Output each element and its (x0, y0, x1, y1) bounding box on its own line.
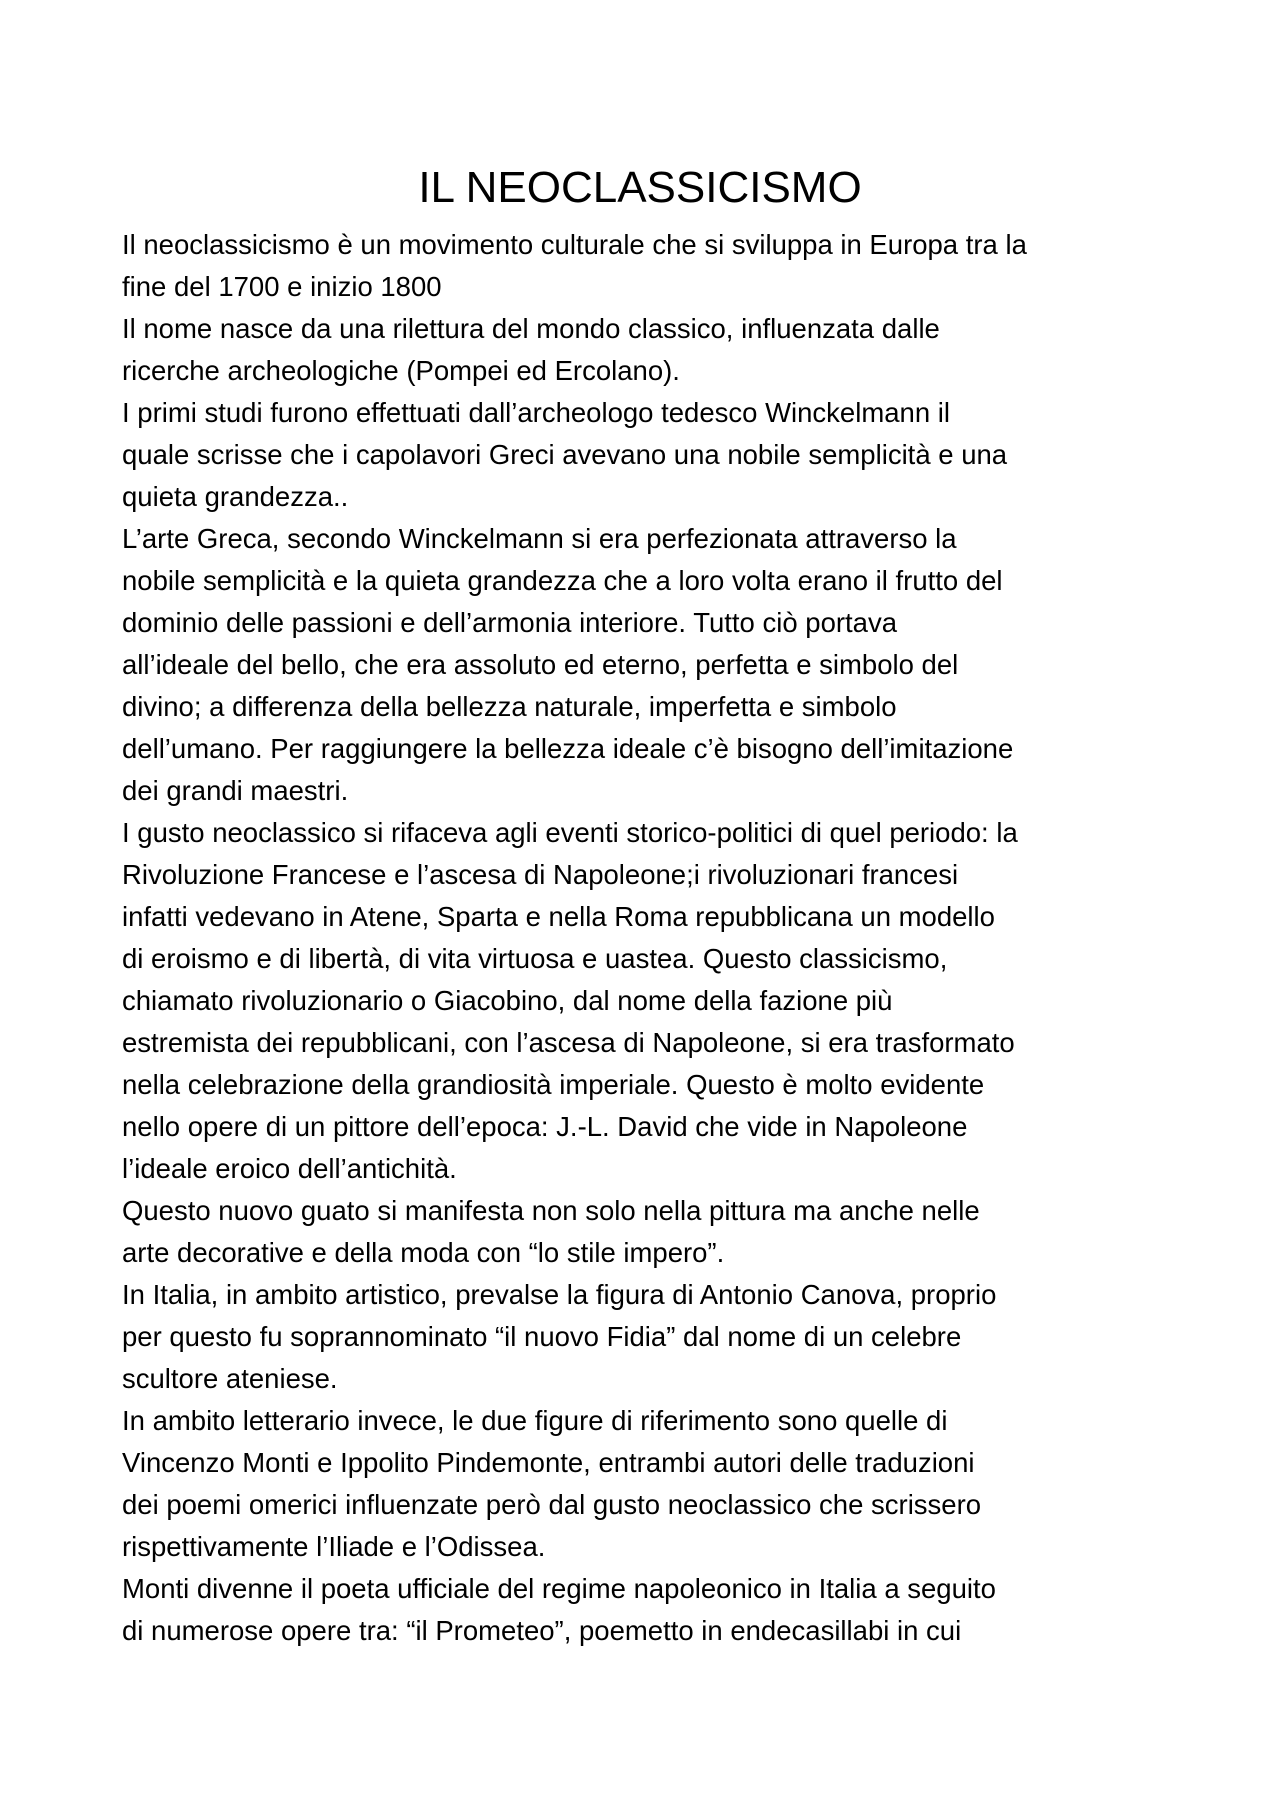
text-line: l’ideale eroico dell’antichità. (122, 1153, 457, 1184)
text-line: nello opere di un pittore dell’epoca: J.-L. David che vide in Napoleone (122, 1111, 968, 1142)
text-line: estremista dei repubblicani, con l’ascesa di Napoleone, si era trasformato (122, 1027, 1015, 1058)
document-title: IL NEOCLASSICISMO (418, 163, 862, 212)
text-line: di numerose opere tra: “il Prometeo”, poemetto in endecasillabi in cui (122, 1615, 962, 1646)
text-line: fine del 1700 e inizio 1800 (122, 271, 442, 302)
text-line: scultore ateniese. (122, 1363, 338, 1394)
text-line: Rivoluzione Francese e l’ascesa di Napoleone;i rivoluzionari francesi (122, 859, 959, 890)
text-line: In ambito letterario invece, le due figure di riferimento sono quelle di (122, 1405, 948, 1436)
text-line: Il neoclassicismo è un movimento culturale che si sviluppa in Europa tra la (122, 229, 1027, 260)
text-line: dell’umano. Per raggiungere la bellezza ideale c’è bisogno dell’imitazione (122, 733, 1014, 764)
text-line: Monti divenne il poeta ufficiale del regime napoleonico in Italia a seguito (122, 1573, 996, 1604)
text-line: per questo fu soprannominato “il nuovo Fidia” dal nome di un celebre (122, 1321, 962, 1352)
text-line: ricerche archeologiche (Pompei ed Ercolano). (122, 355, 680, 386)
text-line: nella celebrazione della grandiosità imperiale. Questo è molto evidente (122, 1069, 985, 1100)
text-line: rispettivamente l’Iliade e l’Odissea. (122, 1531, 546, 1562)
text-line: nobile semplicità e la quieta grandezza che a loro volta erano il frutto del (122, 565, 1003, 596)
document-body (122, 224, 1182, 1652)
text-line: arte decorative e della moda con “lo stile impero”. (122, 1237, 725, 1268)
text-line: L’arte Greca, secondo Winckelmann si era perfezionata attraverso la (122, 523, 957, 554)
text-line: chiamato rivoluzionario o Giacobino, dal nome della fazione più (122, 985, 893, 1016)
text-line: I primi studi furono effettuati dall’archeologo tedesco Winckelmann il (122, 397, 950, 428)
text-line: di eroismo e di libertà, di vita virtuosa e uastea. Questo classicismo, (122, 943, 948, 974)
text-line: Il nome nasce da una rilettura del mondo classico, influenzata dalle (122, 313, 940, 344)
text-line: infatti vedevano in Atene, Sparta e nella Roma repubblicana un modello (122, 901, 995, 932)
text-line: dei poemi omerici influenzate però dal gusto neoclassico che scrissero (122, 1489, 982, 1520)
text-line: Questo nuovo guato si manifesta non solo nella pittura ma anche nelle (122, 1195, 980, 1226)
text-line: I gusto neoclassico si rifaceva agli eventi storico-politici di quel periodo: la (122, 817, 1018, 848)
text-line: dei grandi maestri. (122, 775, 349, 806)
text-line: divino; a differenza della bellezza naturale, imperfetta e simbolo (122, 691, 897, 722)
text-line: all’ideale del bello, che era assoluto ed eterno, perfetta e simbolo del (122, 649, 959, 680)
text-line: quieta grandezza.. (122, 481, 349, 512)
text-line: dominio delle passioni e dell’armonia interiore. Tutto ciò portava (122, 607, 898, 638)
text-line: In Italia, in ambito artistico, prevalse la figura di Antonio Canova, proprio (122, 1279, 997, 1310)
text-line: Vincenzo Monti e Ippolito Pindemonte, entrambi autori delle traduzioni (122, 1447, 975, 1478)
text-line: quale scrisse che i capolavori Greci avevano una nobile semplicità e una (122, 439, 1008, 470)
